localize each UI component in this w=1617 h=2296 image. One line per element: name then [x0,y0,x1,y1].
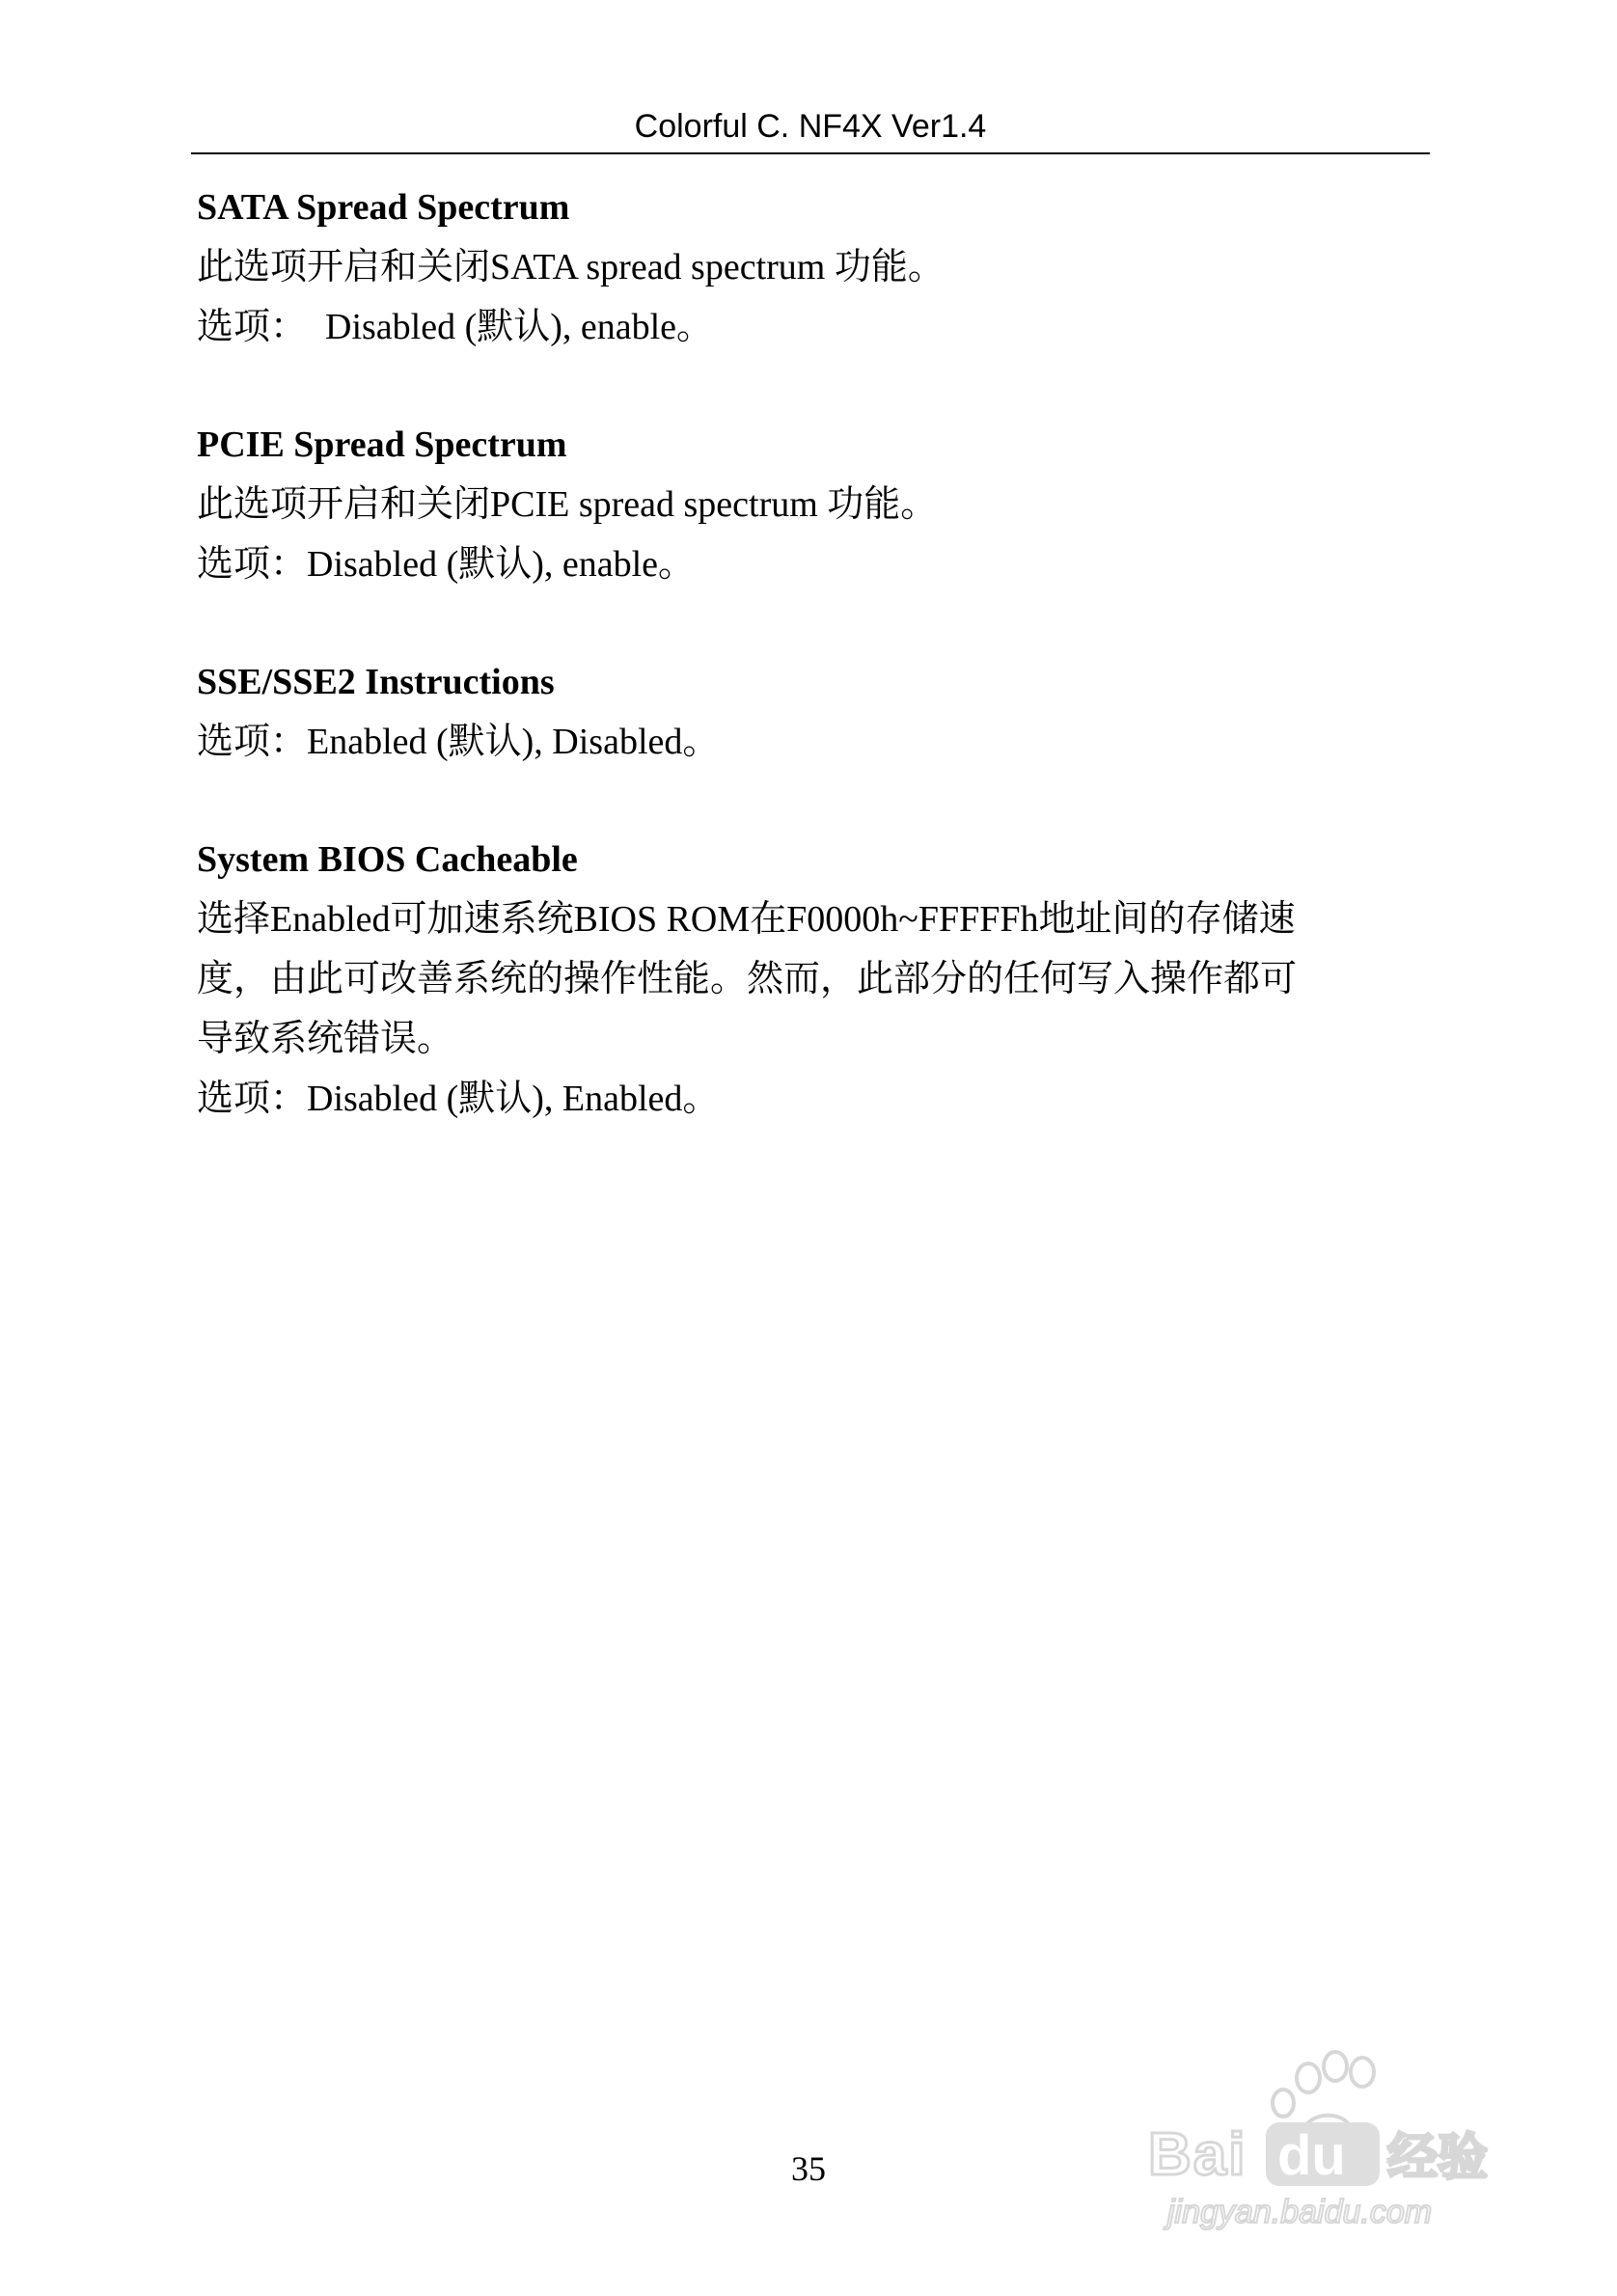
section-title: System BIOS Cacheable [197,839,578,880]
page-content [197,178,1432,1129]
section-options: 选项：Disabled (默认), enable。 [197,544,696,585]
section-text: 此选项开启和关闭SATA spread spectrum 功能。 [197,247,945,287]
page-number: 35 [791,2149,826,2188]
section-text: 度，由此可改善系统的操作性能。然而，此部分的任何写入操作都可 [197,959,1298,999]
section-options: 选项：Disabled (默认), Enabled。 [197,1079,720,1119]
section-sata-spread-spectrum [197,178,1432,357]
section-pcie-spread-spectrum [197,415,1432,594]
section-options: 选项：Enabled (默认), Disabled。 [197,722,720,762]
section-text: 选择Enabled可加速系统BIOS ROM在F0000h~FFFFFh地址间的存储速 [197,899,1296,940]
svg-text:jingyan.baidu.com: jingyan.baidu.com [1167,2194,1433,2230]
running-header: Colorful C. NF4X Ver1.4 [634,108,987,145]
svg-text:Bai: Bai [1148,2121,1247,2188]
section-title: PCIE Spread Spectrum [197,424,567,465]
section-sse-instructions [197,652,1432,772]
baidu-jingyan-watermark [1129,2043,1534,2246]
header-rule [191,152,1430,154]
section-text: 导致系统错误。 [197,1019,454,1059]
section-title: SATA Spread Spectrum [197,187,570,228]
section-options: 选项： Disabled (默认), enable。 [197,307,714,347]
section-system-bios-cacheable [197,830,1432,1129]
svg-text:经验: 经验 [1387,2129,1489,2187]
section-title: SSE/SSE2 Instructions [197,662,555,702]
baidu-paw-logo-icon [1129,2043,1534,2246]
svg-text:du: du [1277,2124,1346,2187]
section-text: 此选项开启和关闭PCIE spread spectrum 功能。 [197,484,938,525]
